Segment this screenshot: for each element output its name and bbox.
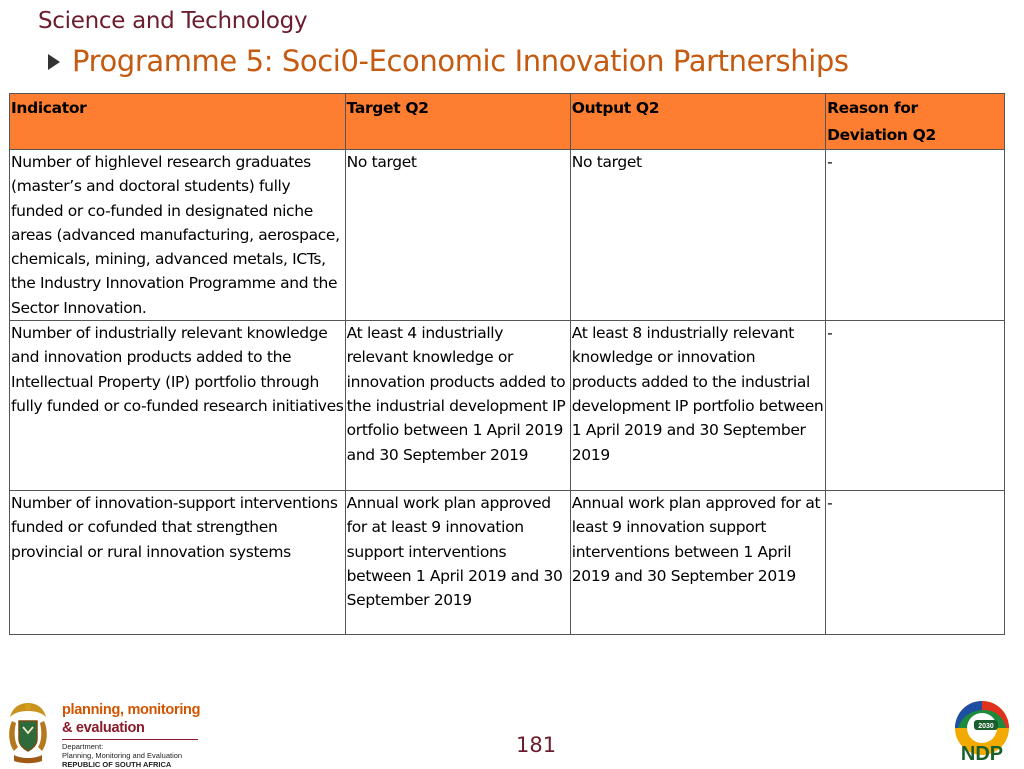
column-header-indicator: Indicator	[10, 94, 346, 150]
column-header-reason: Reason for Deviation Q2	[826, 94, 1005, 150]
output-cell: At least 8 industrially relevant knowledge or innovation products added to the industrial development IP portfolio between 1 April 2019 and 30 September 2019	[570, 321, 825, 491]
programme-title: Programme 5: Soci0-Economic Innovation Partnerships	[72, 44, 849, 78]
table-row	[10, 150, 1005, 321]
table-row	[10, 321, 1005, 491]
dept-name: Planning, Monitoring and Evaluation	[62, 751, 183, 760]
column-header-target: Target Q2	[345, 94, 570, 150]
dept-label: Department:	[62, 742, 104, 751]
table-row	[10, 491, 1005, 635]
output-cell: No target	[570, 150, 825, 321]
dpme-branding	[4, 699, 204, 769]
reason-cell: -	[826, 491, 1005, 635]
ndp-text: NDP	[960, 743, 1004, 764]
indicator-cell: Number of industrially relevant knowledge and innovation products added to the Intellectual Property (IP) portfolio through fully funded or co-funded research initiatives	[10, 321, 346, 491]
brand-line-1: planning, monitoring	[62, 702, 201, 718]
country-name: REPUBLIC OF SOUTH AFRICA	[62, 760, 172, 769]
coat-of-arms-icon	[4, 699, 52, 765]
brand-divider	[62, 739, 198, 740]
indicator-cell: Number of highlevel research graduates (master’s and doctoral students) fully funded or co-funded in designated niche areas (advanced manufacturing, aerospace, chemicals, mining, advanced metals, ICTs, the Industry Innovation Programme and the Sector Innovation.	[10, 150, 346, 321]
brand-line-2: & evaluation	[62, 720, 145, 736]
reason-cell: -	[826, 321, 1005, 491]
indicator-cell: Number of innovation-support interventions funded or cofunded that strengthen provincial or rural innovation systems	[10, 491, 346, 635]
section-title: Science and Technology	[38, 8, 308, 34]
programme-heading	[48, 44, 849, 78]
reason-cell: -	[826, 150, 1005, 321]
target-cell: At least 4 industrially relevant knowledge or innovation products added to the industrial development IP ortfolio between 1 April 2019 and 30 September 2019	[345, 321, 570, 491]
arrow-bullet-icon	[48, 54, 60, 70]
target-cell: Annual work plan approved for at least 9 innovation support interventions between 1 April 2019 and 30 September 2019	[345, 491, 570, 635]
ndp-year: 2030	[978, 723, 994, 730]
performance-table	[9, 93, 1005, 635]
page-number: 181	[516, 733, 557, 757]
table-header-row	[10, 94, 1005, 150]
column-header-output: Output Q2	[570, 94, 825, 150]
ndp-2030-logo-icon	[948, 698, 1016, 764]
output-cell: Annual work plan approved for at least 9 innovation support interventions between 1 April 2019 and 30 September 2019	[570, 491, 825, 635]
target-cell: No target	[345, 150, 570, 321]
